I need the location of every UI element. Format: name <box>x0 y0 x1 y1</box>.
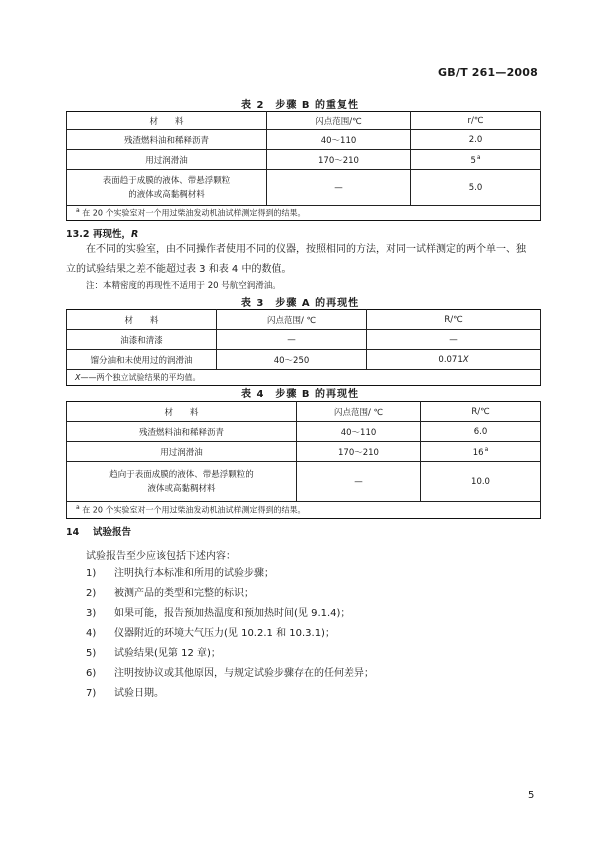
table-row: 油漆和清漆 — — <box>67 330 541 350</box>
table4-header-value: R/℃ <box>421 402 541 422</box>
table4 <box>66 401 541 519</box>
table2-caption: 表 2 步骤 B 的重复性 <box>240 100 360 111</box>
table3-header-material: 材 料 <box>67 310 217 330</box>
table-row: 用过润滑油 170～210 5$^a$ <box>67 150 541 170</box>
footnote-mark: a <box>484 445 489 453</box>
table3 <box>66 309 541 386</box>
table2-footnote: $^a$ 在 20 个实验室对一个用过柴油发动机油试样测定得到的结果。 <box>67 206 541 221</box>
page-number: 5 <box>528 790 535 801</box>
table3-caption: 表 3 步骤 A 的再现性 <box>240 298 360 309</box>
table2-header-material: 材 料 <box>67 112 267 130</box>
table4-caption: 表 4 步骤 B 的再现性 <box>240 389 360 400</box>
table-row: 表面趋于成膜的液体、带悬浮颗粒 的液体或高黏稠材料 — 5.0 <box>67 170 541 206</box>
table2 <box>66 111 541 221</box>
table4-footnote: $^a$ 在 20 个实验室对一个用过柴油发动机油试样测定得到的结果。 <box>67 502 541 519</box>
standard-number: GB/T 261—2008 <box>438 66 538 79</box>
list-item: 7) 试验日期。 <box>86 688 164 699</box>
section-13-2-note: 注：本精密度的再现性不适用于 20 号航空润滑油。 <box>86 281 281 291</box>
table3-footnote: X——两个独立试验结果的平均值。 <box>67 370 541 386</box>
footnote-mark: a <box>476 153 481 161</box>
list-item: 2) 被测产品的类型和完整的标识； <box>86 588 254 599</box>
table-row: 馏分油和未使用过的润滑油 40～250 0.071X <box>67 350 541 370</box>
section-13-2-paragraph: 在不同的实验室，由不同操作者使用不同的仪器，按照相同的方法，对同一试样测定的两个单一、独 立的试验结果之差不能超过表 3 和表 4 中的数值。 <box>66 244 526 275</box>
list-item: 6) 注明按协议或其他原因，与规定试验步骤存在的任何差异； <box>86 668 374 679</box>
list-item: 3) 如果可能，报告预加热温度和预加热时间(见 9.1.4)； <box>86 608 351 619</box>
list-item: 1) 注明执行本标准和所用的试验步骤； <box>86 568 274 579</box>
table-row: 趋向于表面成膜的液体、带悬浮颗粒的 液体或高黏稠材料 — 10.0 <box>67 462 541 502</box>
report-intro: 试验报告至少应该包括下述内容： <box>86 551 236 562</box>
table-row: 残渣燃料油和稀释沥青 40～110 6.0 <box>67 422 541 442</box>
section-14-heading: 14 试验报告 <box>66 527 132 538</box>
table-row: 用过润滑油 170～210 16$^a$ <box>67 442 541 462</box>
section-13-2-heading: 13.2 再现性，R <box>66 229 139 240</box>
list-item: 5) 试验结果(见第 12 章)； <box>86 648 221 659</box>
table2-header-range: 闪点范围/℃ <box>267 112 411 130</box>
table4-header-material: 材 料 <box>67 402 297 422</box>
table4-header-range: 闪点范围/ ℃ <box>297 402 421 422</box>
table3-header-value: R/℃ <box>367 310 541 330</box>
table2-header-value: r/℃ <box>411 112 541 130</box>
table-row: 残渣燃料油和稀释沥青 40～110 2.0 <box>67 130 541 150</box>
table3-header-range: 闪点范围/ ℃ <box>217 310 367 330</box>
list-item: 4) 仪器附近的环境大气压力(见 10.2.1 和 10.3.1)； <box>86 628 335 639</box>
